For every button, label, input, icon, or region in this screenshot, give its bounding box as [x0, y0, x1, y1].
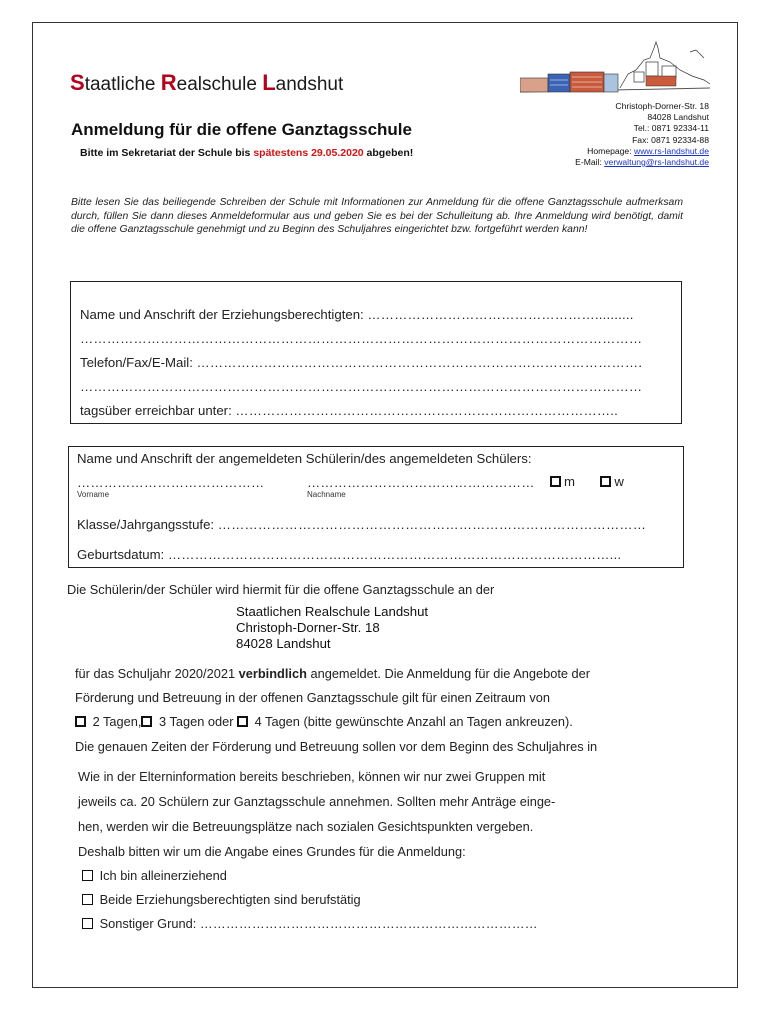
other-reason-field[interactable]: …………………………………………………………………… — [199, 916, 538, 931]
school-name: Staatliche Realschule Landshut — [70, 70, 344, 95]
first-name-field[interactable]: …………………………………… — [77, 475, 265, 490]
school-address-block: Staatlichen Realschule Landshut Christoph-Dorner-Str. 18 84028 Landshut — [236, 604, 429, 651]
groups-line-1: Wie in der Elterninformation bereits beschrieben, können wir nur zwei Gruppen mit — [78, 769, 546, 784]
school-logo-icon — [520, 40, 710, 100]
reason-single-parent: Ich bin alleinerziehend — [82, 868, 227, 883]
groups-line-3: hen, werden wir die Betreuungsplätze nach sozialen Gesichtspunkten vergeben. — [78, 819, 534, 834]
class-field[interactable]: Klasse/Jahrgangsstufe: …………………………………………………………………………………… — [77, 517, 647, 532]
phone-continued-field[interactable]: ……………………………………………………………………………………………………………… — [80, 379, 643, 394]
reachable-field[interactable]: tagsüber erreichbar unter: ………………………………………………………………………….. — [80, 403, 618, 418]
last-name-field[interactable]: …………………………………………… — [307, 475, 535, 490]
last-name-label: Nachname — [307, 490, 346, 499]
single-parent-checkbox[interactable] — [82, 870, 93, 881]
student-heading: Name und Anschrift der angemeldeten Schülerin/des angemeldeten Schülers: — [77, 451, 532, 466]
groups-line-2: jeweils ca. 20 Schülern zur Ganztagsschule annehmen. Sollten mehr Anträge einge- — [78, 794, 556, 809]
days-options: 2 Tagen, 3 Tagen oder 4 Tagen (bitte gewünschte Anzahl an Tagen ankreuzen). — [75, 714, 573, 729]
parents-name-field[interactable]: Name und Anschrift der Erziehungsberechtigten: …………………………………………….......... — [80, 307, 634, 322]
gender-m-checkbox[interactable] — [550, 476, 561, 487]
reason-both-working: Beide Erziehungsberechtigten sind berufstätig — [82, 892, 361, 907]
gender-w-checkbox[interactable] — [600, 476, 611, 487]
times-line: Die genauen Zeiten der Förderung und Betreuung sollen vor dem Beginn des Schuljahres in — [75, 739, 598, 754]
form-title: Anmeldung für die offene Ganztagsschule — [71, 120, 412, 139]
school-year-line: für das Schuljahr 2020/2021 verbindlich angemeldet. Die Anmeldung für die Angebote der — [75, 666, 591, 681]
both-working-checkbox[interactable] — [82, 894, 93, 905]
birthdate-field[interactable]: Geburtsdatum: ………………………………………………………………………………………... — [77, 547, 622, 562]
groups-line-4: Deshalb bitten wir um die Angabe eines Grundes für die Anmeldung: — [78, 844, 466, 859]
parents-address-field[interactable]: ……………………………………………………………………………………………………………… — [80, 331, 643, 346]
phone-field[interactable]: Telefon/Fax/E-Mail: ………………………………………………………………………………………. — [80, 355, 643, 370]
first-name-label: Vorname — [77, 490, 110, 499]
days-4-checkbox[interactable] — [237, 716, 248, 727]
days-2-checkbox[interactable] — [75, 716, 86, 727]
other-reason-checkbox[interactable] — [82, 918, 93, 929]
period-line: Förderung und Betreuung in der offenen Ganztagsschule gilt für einen Zeitraum von — [75, 690, 550, 705]
school-address: Christoph-Dorner-Str. 18 84028 Landshut Tel.: 0871 92334-11 Fax: 0871 92334-88 Homepage: www.rs-landshut.de E-Mail: verwaltung@rs-landshut.de — [575, 101, 709, 168]
homepage-link[interactable]: www.rs-landshut.de — [634, 145, 709, 156]
days-3-checkbox[interactable] — [141, 716, 152, 727]
registration-intro: Die Schülerin/der Schüler wird hiermit für die offene Ganztagsschule an der — [67, 582, 495, 597]
submit-deadline-note: Bitte im Sekretariat der Schule bis spätestens 29.05.2020 abgeben! — [80, 147, 414, 159]
intro-text: Bitte lesen Sie das beiliegende Schreiben der Schule mit Informationen zur Anmeldung für die offene Ganztagsschule aufmerksam durch, füllen Sie dann dieses Anmeldeformular aus und geben Sie es bei der Schulleitung ab. Ihre Anmeldung wird benötigt, damit die offene Ganztagsschule genehmigt und zu Beginn des Schuljahres eingerichtet bzw. fortgeführt werden kann! — [71, 197, 683, 236]
email-link[interactable]: verwaltung@rs-landshut.de — [604, 157, 709, 168]
reason-other: Sonstiger Grund: …………………………………………………………………… — [82, 916, 642, 931]
gender-options: m w — [550, 474, 670, 489]
